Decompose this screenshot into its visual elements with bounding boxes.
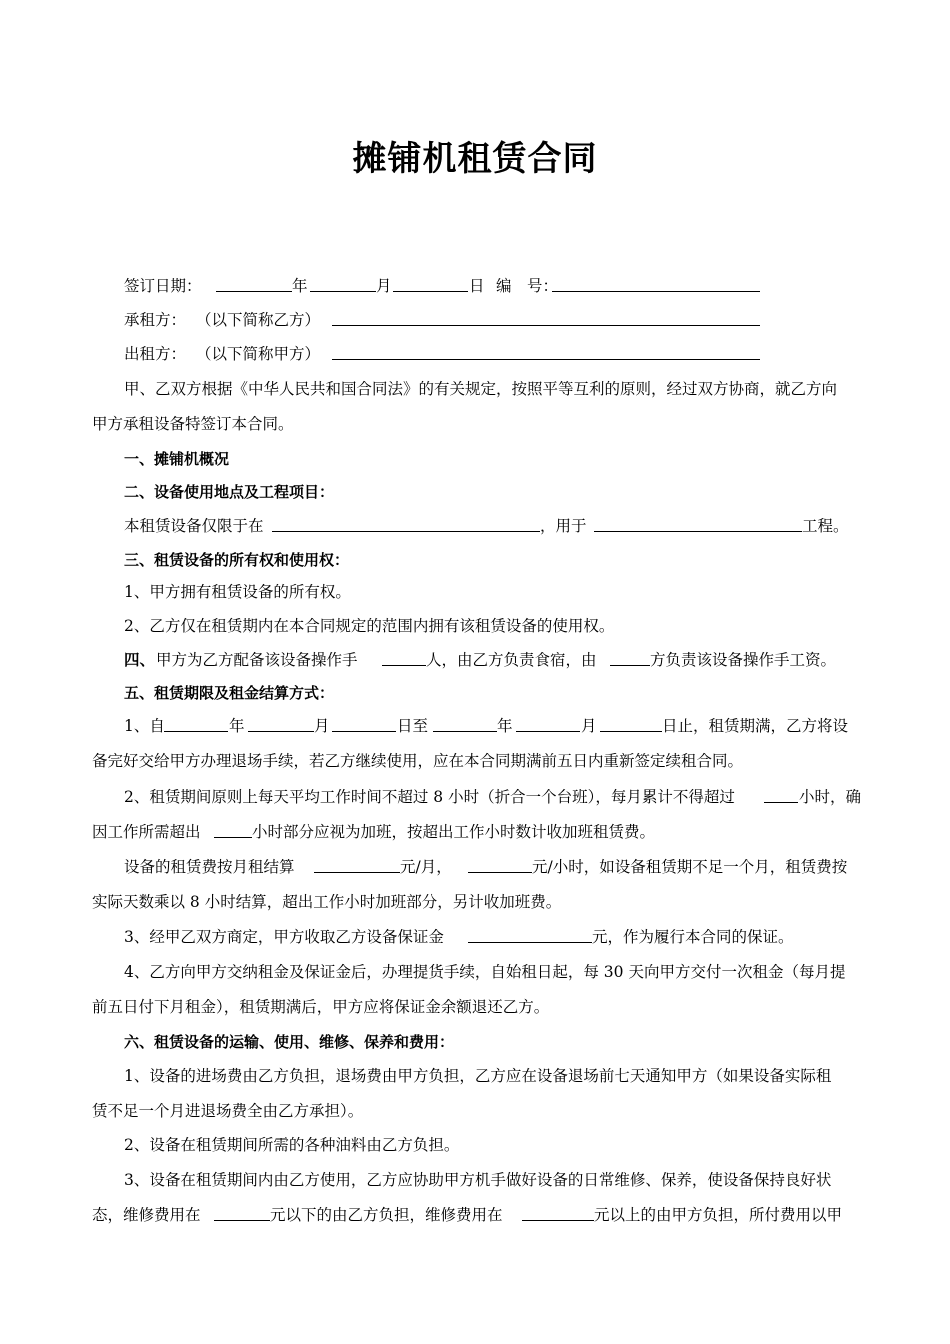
s5-i3-a: 3、经甲乙双方商定，甲方收取乙方设备保证金 xyxy=(124,928,444,946)
document-title: 摊铺机租赁合同 xyxy=(352,139,598,179)
lessor-blank xyxy=(332,342,760,360)
sign-day-blank xyxy=(393,274,468,292)
section-5-item-3 xyxy=(0,925,950,949)
lessor-label: 出租方： xyxy=(124,345,187,363)
s2-text-a: 本租赁设备仅限于在 xyxy=(124,517,264,535)
s5-i1-year: 年 xyxy=(229,717,245,735)
s6-i3-l2-a: 态，维修费用在 xyxy=(92,1206,201,1224)
operator-count-blank xyxy=(382,648,426,666)
section-6-item-3: 3、设备在租赁期间内由乙方使用，乙方应协助甲方机手做好设备的日常维修、保养，使设备保持良好状 xyxy=(124,1171,832,1189)
project-blank xyxy=(594,514,802,532)
lessee-blank xyxy=(332,308,760,326)
s5-i2-l2-a: 因工作所需超出 xyxy=(92,823,201,841)
section-3-item-2: 2、乙方仅在租赁期内在本合同规定的范围内拥有该租赁设备的使用权。 xyxy=(124,617,615,635)
section-5-item-4: 4、乙方向甲方交纳租金及保证金后，办理提货手续，自始租日起，每 30 天向甲方交付一次租金（每月提 xyxy=(124,963,846,981)
month-label: 月 xyxy=(376,277,392,295)
start-year-blank xyxy=(164,714,228,732)
start-day-blank xyxy=(332,714,396,732)
end-month-blank xyxy=(516,714,580,732)
section-5-item-4-line-2: 前五日付下月租金），租赁期满后，甲方应将保证金余额退还乙方。 xyxy=(92,998,550,1016)
s4-text-c: 方负责该设备操作手工资。 xyxy=(650,651,837,669)
s5-fee-a: 设备的租赁费按月租结算 xyxy=(124,858,295,876)
s5-i2-b: 小时，确 xyxy=(799,788,862,806)
s5-i1-from: 1、自 xyxy=(124,717,165,735)
number-label: 编 号： xyxy=(496,277,559,295)
section-5-item-1 xyxy=(0,714,950,738)
sign-date-label: 签订日期： xyxy=(124,277,202,295)
section-1-title: 一、摊铺机概况 xyxy=(124,450,230,468)
s6-i3-l2-c: 元以上的由甲方负担，所付费用以甲 xyxy=(594,1206,843,1224)
s5-i2-l2-b: 小时部分应视为加班，按超出工作小时数计收加班租赁费。 xyxy=(252,823,656,841)
s5-i1-year2: 年 xyxy=(497,717,513,735)
s5-i1-end: 日止，租赁期满，乙方将设 xyxy=(662,717,849,735)
section-6-item-3-line-2 xyxy=(0,1203,950,1227)
s4-text-b: 人，由乙方负责食宿，由 xyxy=(426,651,597,669)
section-4-text xyxy=(0,648,950,672)
intro-line-2: 甲方承租设备特签订本合同。 xyxy=(92,415,294,433)
section-2-title: 二、设备使用地点及工程项目： xyxy=(124,483,335,501)
intro-line-1: 甲、乙双方根据《中华人民共和国合同法》的有关规定，按照平等互利的原则，经过双方协商，就乙方向 xyxy=(124,380,838,398)
lessee-label: 承租方： xyxy=(124,311,187,329)
hourly-rent-blank xyxy=(468,855,532,873)
section-5-item-1-line-2: 备完好交给甲方办理退场手续，若乙方继续使用，应在本合同期满前五日内重新签定续租合同。 xyxy=(92,752,744,770)
start-month-blank xyxy=(248,714,314,732)
lessor-note: （以下简称甲方） xyxy=(196,345,321,363)
s2-text-c: 工程。 xyxy=(802,517,849,535)
sign-month-blank xyxy=(310,274,376,292)
section-3-item-1: 1、甲方拥有租赁设备的所有权。 xyxy=(124,583,351,601)
overtime-hours-blank xyxy=(214,820,252,838)
repair-limit-low-blank xyxy=(214,1203,270,1221)
section-5-fee-line-2: 实际天数乘以 8 小时结算，超出工作小时加班部分，另计收加班费。 xyxy=(92,893,562,911)
lessee-note: （以下简称乙方） xyxy=(196,311,321,329)
monthly-rent-blank xyxy=(314,855,400,873)
section-6-item-1-line-2: 赁不足一个月进退场费全由乙方承担）。 xyxy=(92,1102,364,1120)
wage-party-blank xyxy=(610,648,650,666)
s4-text-a: 甲方为乙方配备该设备操作手 xyxy=(156,651,358,669)
s5-i1-month: 月 xyxy=(314,717,330,735)
s5-i1-month2: 月 xyxy=(581,717,597,735)
monthly-hours-blank xyxy=(764,785,798,803)
section-3-title: 三、租赁设备的所有权和使用权： xyxy=(124,551,350,569)
s4-heading: 四、 xyxy=(124,651,156,669)
sign-year-blank xyxy=(216,274,292,292)
section-5-item-2-line-2 xyxy=(0,820,950,844)
s5-i2-a: 2、租赁期间原则上每天平均工作时间不超过 8 小时（折合一个台班），每月累计不得超过 xyxy=(124,788,735,806)
repair-limit-high-blank xyxy=(522,1203,594,1221)
end-year-blank xyxy=(433,714,497,732)
deposit-blank xyxy=(468,925,592,943)
location-blank xyxy=(272,514,540,532)
s5-fee-b: 元/月， xyxy=(400,858,452,876)
end-day-blank xyxy=(600,714,662,732)
s5-fee-c: 元/小时，如设备租赁期不足一个月，租赁费按 xyxy=(532,858,848,876)
s6-i3-l2-b: 元以下的由乙方负担，维修费用在 xyxy=(270,1206,503,1224)
section-6-title: 六、租赁设备的运输、使用、维修、保养和费用： xyxy=(124,1033,455,1051)
section-2-text xyxy=(0,514,950,538)
section-5-fee xyxy=(0,855,950,879)
section-6-item-2: 2、设备在租赁期间所需的各种油料由乙方负担。 xyxy=(124,1136,460,1154)
day-label: 日 xyxy=(469,277,485,295)
year-label: 年 xyxy=(292,277,308,295)
s5-i3-b: 元，作为履行本合同的保证。 xyxy=(592,928,794,946)
number-blank xyxy=(552,274,760,292)
section-5-item-2 xyxy=(0,785,950,809)
s2-text-b: ，用于 xyxy=(540,517,587,535)
section-5-title: 五、租赁期限及租金结算方式： xyxy=(124,684,335,702)
section-6-item-1: 1、设备的进场费由乙方负担，退场费由甲方负担，乙方应在设备退场前七天通知甲方（如果设备实际租 xyxy=(124,1067,832,1085)
s5-i1-day-to: 日至 xyxy=(397,717,429,735)
